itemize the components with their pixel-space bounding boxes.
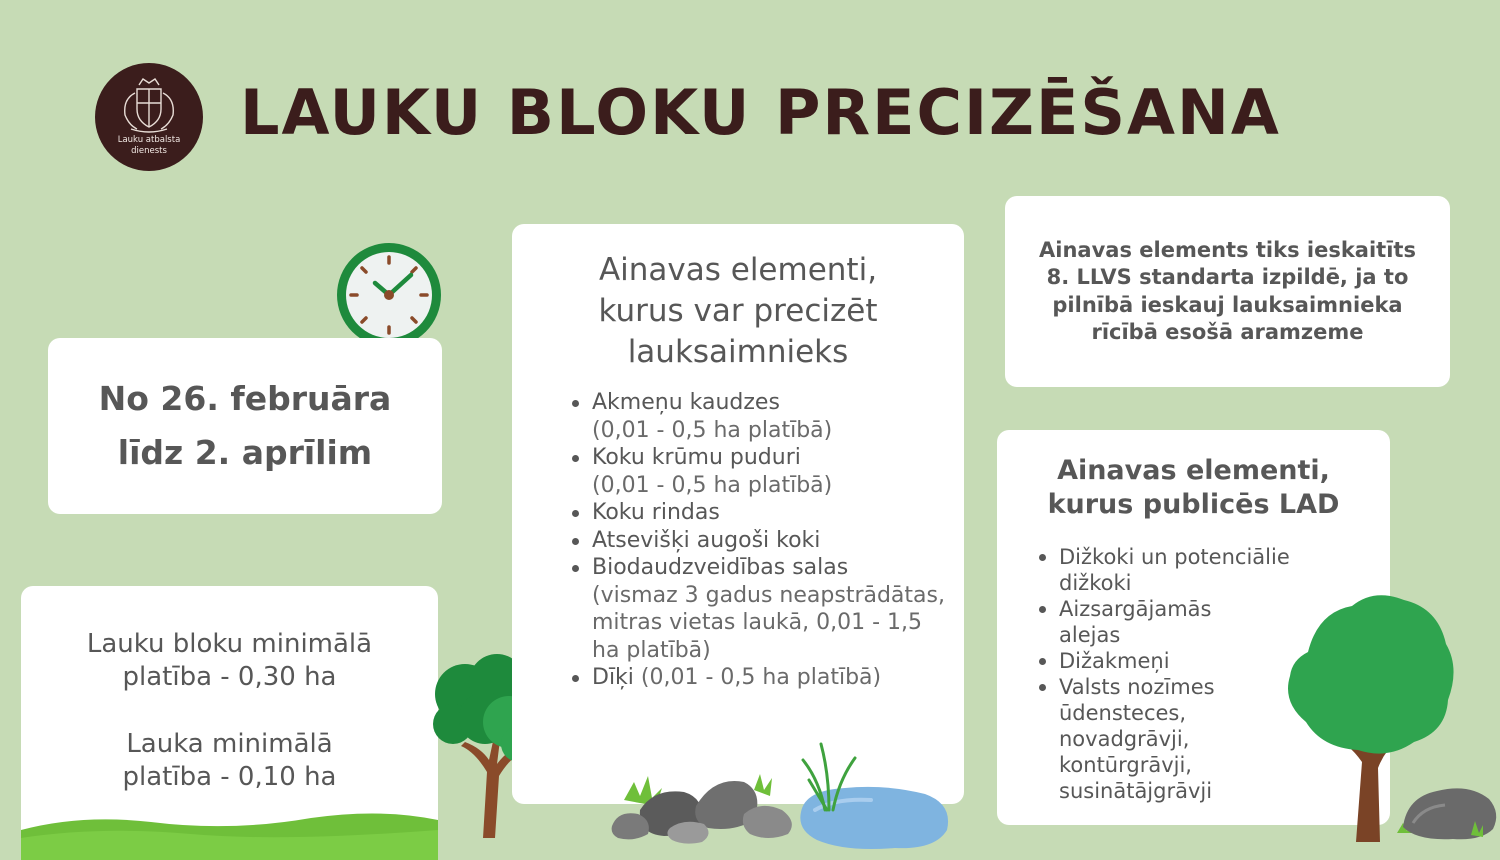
list-item-label: Koku krūmu puduri [592, 445, 801, 470]
clock-icon [331, 237, 447, 353]
farmer-landscape-elements-card [512, 224, 964, 804]
list-item-label: Dīķi [592, 665, 634, 690]
list-item: Dižakmeņi [1035, 648, 1375, 674]
list-item-note: (0,01 - 0,5 ha platībā) [592, 417, 833, 443]
grass-strip [21, 800, 438, 860]
block-min-area-line-2: platība - 0,30 ha [122, 662, 337, 692]
farmer-card-title-line-1: Ainavas elementi, [598, 252, 878, 288]
list-item [568, 527, 948, 555]
list-item [568, 389, 948, 444]
stones-icon [1393, 783, 1500, 843]
field-min-area-line-1: Lauka minimālā [126, 729, 333, 759]
list-item: Dižkoki un potenciālie dižkoki [1035, 544, 1304, 596]
llvs-standard-card [1005, 196, 1450, 387]
page-title: LAUKU BLOKU PRECIZĒŠANA [240, 76, 1281, 149]
block-min-area-line-1: Lauku bloku minimālā [86, 629, 373, 659]
stones-icon [604, 770, 804, 850]
farmer-card-title [512, 250, 964, 373]
list-item [568, 499, 948, 527]
lad-card-title-line-2: kurus publicēs LAD [1047, 489, 1340, 520]
field-min-area-line-2: platība - 0,10 ha [122, 762, 337, 792]
lad-card-title-line-1: Ainavas elementi, [1057, 455, 1330, 486]
farmer-elements-list [568, 389, 948, 692]
lad-logo [95, 63, 203, 171]
list-item-label: Koku rindas [592, 500, 720, 525]
dates-line-2: līdz 2. aprīlim [117, 433, 373, 472]
farmer-card-title-line-2: kurus var precizēt [598, 293, 878, 329]
dates-card [48, 338, 442, 514]
list-item [568, 444, 948, 499]
dates-line-1: No 26. februāra [98, 379, 392, 418]
list-item-label: Atsevišķi augoši koki [592, 527, 821, 553]
lad-card-title [997, 454, 1390, 522]
farmer-card-title-line-3: lauksaimnieks [627, 334, 849, 370]
pond-icon [795, 740, 955, 860]
list-item: Valsts nozīmes ūdensteces, novadgrāvji, kontūrgrāvji, susinātājgrāvji [1035, 674, 1269, 804]
list-item-label: Biodaudzveidības salas [592, 555, 849, 580]
list-item-note: (0,01 - 0,5 ha platībā) [592, 472, 833, 498]
list-item-label: Akmeņu kaudzes [592, 390, 780, 415]
list-item-note: (0,01 - 0,5 ha platībā) [640, 665, 882, 690]
llvs-text: Ainavas elements tiks ieskaitīts 8. LLVS standarta izpildē, ja to pilnībā ieskauj lauksaimnieka rīcībā esošā aramzeme [1039, 237, 1416, 344]
logo-text: Lauku atbalsta dienests [117, 135, 181, 156]
list-item: Aizsargājamās alejas [1035, 596, 1259, 648]
list-item [568, 554, 948, 664]
minimum-area-card [21, 586, 438, 860]
list-item-note: (vismaz 3 gadus neapstrādātas, mitras vietas laukā, 0,01 - 1,5 ha platībā) [592, 582, 945, 663]
list-item [568, 664, 948, 692]
